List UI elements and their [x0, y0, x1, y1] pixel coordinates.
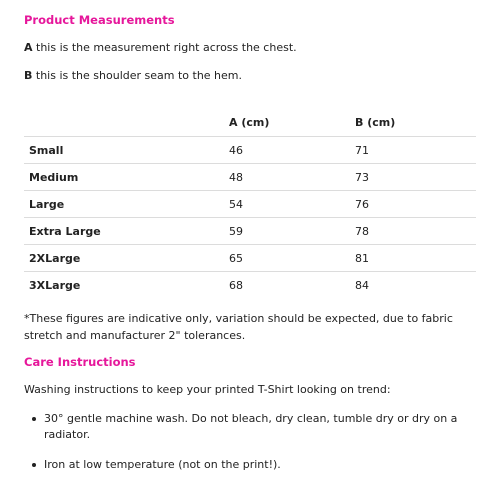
size-name: 2XLarge [24, 245, 229, 272]
measurement-a-description [24, 41, 297, 54]
size-a-value: 68 [229, 278, 243, 292]
measurement-a-key: A [24, 41, 33, 54]
care-intro: Washing instructions to keep your printed T-Shirt looking on trend: [24, 383, 391, 396]
product-measurements-heading: Product Measurements [24, 13, 175, 27]
measurement-disclaimer: *These figures are indicative only, variation should be expected, due to fabric stretch and manufacturer 2" tolerances. [24, 312, 453, 342]
list-item [24, 411, 476, 443]
size-b-value: 78 [355, 218, 476, 245]
size-name: Extra Large [24, 218, 229, 245]
size-a-value: 46 [229, 137, 355, 164]
measurement-b-key: B [24, 69, 33, 82]
bullet-icon [32, 463, 36, 467]
size-b-value: 71 [355, 137, 476, 164]
table-row [24, 164, 476, 191]
size-b-value: 84 [355, 278, 369, 292]
table-row [24, 218, 476, 245]
header-size [24, 109, 229, 137]
size-a-value: 59 [229, 218, 355, 245]
size-name: Medium [24, 164, 229, 191]
care-instructions-heading: Care Instructions [24, 355, 136, 369]
table-row [24, 137, 476, 164]
measurement-b-description [24, 69, 242, 82]
size-name: Large [24, 191, 229, 218]
table-header-row [24, 109, 476, 137]
header-b-cm: B (cm) [355, 109, 476, 137]
size-b-value: 81 [355, 245, 476, 272]
table-row [24, 245, 476, 272]
care-item-text: Iron at low temperature (not on the print!). [44, 458, 281, 471]
bullet-icon [32, 417, 36, 421]
size-a-value: 65 [229, 245, 355, 272]
size-b-value: 76 [355, 191, 476, 218]
table-row [24, 272, 476, 299]
care-item-text: 30° gentle machine wash. Do not bleach, dry clean, tumble dry or dry on a radiator. [44, 412, 458, 441]
size-name: Small [24, 137, 229, 164]
measurement-a-text: this is the measurement right across the chest. [32, 41, 297, 54]
care-list [24, 411, 476, 487]
list-item [24, 457, 476, 473]
size-chart-table [24, 109, 476, 298]
size-name: 3XLarge [29, 278, 81, 292]
measurement-b-text: this is the shoulder seam to the hem. [32, 69, 243, 82]
size-b-value: 73 [355, 164, 476, 191]
header-a-cm: A (cm) [229, 109, 355, 137]
table-row [24, 191, 476, 218]
size-a-value: 48 [229, 164, 355, 191]
size-a-value: 54 [229, 191, 355, 218]
